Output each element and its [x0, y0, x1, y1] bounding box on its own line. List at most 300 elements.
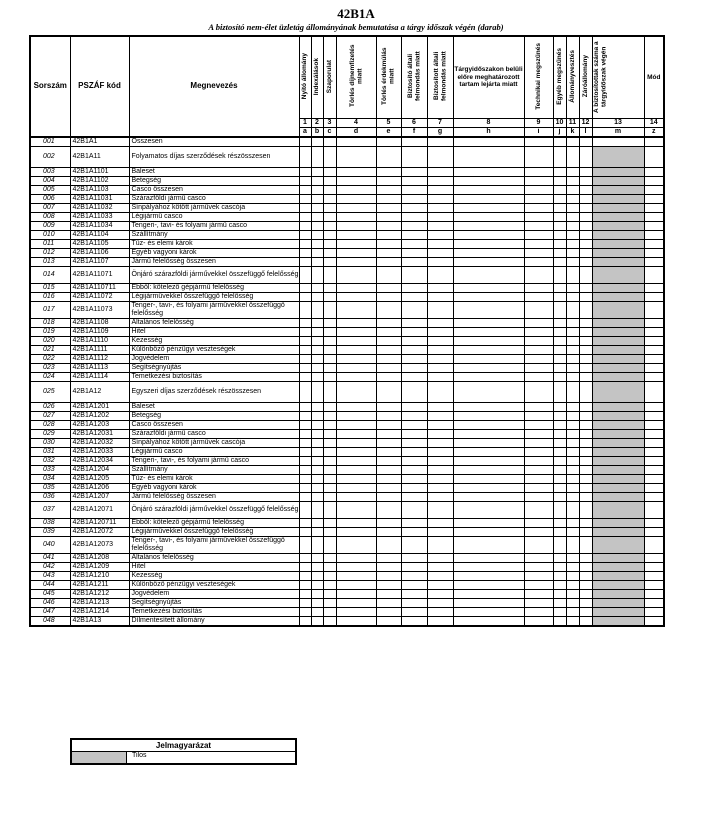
data-cell — [336, 146, 376, 167]
data-cell — [323, 580, 336, 589]
data-cell — [311, 465, 323, 474]
data-cell — [644, 194, 664, 203]
row-kod: 42B1A11073 — [70, 301, 129, 318]
data-cell — [401, 146, 427, 167]
data-cell — [453, 212, 524, 221]
table-row — [30, 429, 664, 438]
data-cell — [644, 318, 664, 327]
data-cell — [336, 580, 376, 589]
table-row — [30, 212, 664, 221]
data-cell — [644, 167, 664, 176]
row-megnevezes: Egyszeri díjas szerződések részösszesen — [129, 381, 299, 402]
row-megnevezes: Betegség — [129, 176, 299, 185]
row-megnevezes: Jármű felelősség összesen — [129, 257, 299, 266]
data-cell — [579, 146, 592, 167]
data-cell — [644, 447, 664, 456]
data-cell — [644, 527, 664, 536]
row-megnevezes: Temetkezési biztosítás — [129, 372, 299, 381]
data-cell — [566, 456, 579, 465]
header-col-label: A biztosítottak száma a tárgyidőszak végén — [592, 41, 607, 114]
header-col-number: 7 — [427, 118, 453, 127]
data-cell — [644, 239, 664, 248]
row-sorszam: 046 — [30, 598, 70, 607]
data-cell — [592, 438, 644, 447]
data-cell — [553, 292, 566, 301]
data-cell — [401, 420, 427, 429]
data-cell — [299, 137, 311, 147]
data-cell — [644, 230, 664, 239]
data-cell — [592, 137, 644, 147]
data-cell — [323, 176, 336, 185]
data-cell — [376, 327, 401, 336]
header-col-label: Egyéb megszűnés — [555, 47, 563, 105]
data-cell — [566, 283, 579, 292]
data-cell — [376, 562, 401, 571]
data-cell — [336, 283, 376, 292]
data-cell — [299, 553, 311, 562]
data-cell — [453, 292, 524, 301]
data-cell — [376, 257, 401, 266]
row-sorszam: 012 — [30, 248, 70, 257]
row-kod: 42B1A1213 — [70, 598, 129, 607]
data-cell — [453, 230, 524, 239]
table-row — [30, 465, 664, 474]
data-cell — [579, 580, 592, 589]
data-cell — [323, 553, 336, 562]
row-kod: 42B1A1211 — [70, 580, 129, 589]
table-row — [30, 221, 664, 230]
data-cell — [376, 212, 401, 221]
data-cell — [427, 137, 453, 147]
data-cell — [592, 571, 644, 580]
data-cell — [644, 438, 664, 447]
data-cell — [579, 137, 592, 147]
data-cell — [427, 248, 453, 257]
data-cell — [299, 146, 311, 167]
data-cell — [524, 363, 553, 372]
data-cell — [644, 562, 664, 571]
data-cell — [427, 212, 453, 221]
header-col-number: 12 — [579, 118, 592, 127]
header-col-3 — [323, 36, 336, 118]
data-cell — [323, 562, 336, 571]
data-cell — [299, 501, 311, 518]
row-sorszam: 025 — [30, 381, 70, 402]
data-cell — [427, 536, 453, 553]
data-cell — [336, 212, 376, 221]
row-sorszam: 040 — [30, 536, 70, 553]
data-cell — [336, 301, 376, 318]
data-cell — [524, 203, 553, 212]
table-row — [30, 616, 664, 626]
data-cell — [376, 492, 401, 501]
data-cell — [323, 327, 336, 336]
data-cell — [311, 363, 323, 372]
data-cell — [311, 580, 323, 589]
data-cell — [453, 137, 524, 147]
row-sorszam: 014 — [30, 266, 70, 283]
data-cell — [566, 363, 579, 372]
data-cell — [566, 230, 579, 239]
data-cell — [592, 239, 644, 248]
data-cell — [401, 616, 427, 626]
row-sorszam: 018 — [30, 318, 70, 327]
row-kod: 42B1A12 — [70, 381, 129, 402]
row-sorszam: 011 — [30, 239, 70, 248]
data-cell — [644, 456, 664, 465]
data-cell — [553, 283, 566, 292]
header-col-number: 10 — [553, 118, 566, 127]
data-cell — [427, 283, 453, 292]
data-cell — [323, 447, 336, 456]
data-cell — [401, 248, 427, 257]
data-cell — [299, 483, 311, 492]
data-cell — [299, 562, 311, 571]
row-megnevezes: Jármű felelősség összesen — [129, 492, 299, 501]
data-cell — [336, 571, 376, 580]
row-megnevezes: Sínpályához kötött járművek cascója — [129, 203, 299, 212]
data-cell — [553, 363, 566, 372]
data-cell — [427, 607, 453, 616]
data-cell — [524, 318, 553, 327]
data-cell — [311, 438, 323, 447]
row-megnevezes: Egyéb vagyoni károk — [129, 248, 299, 257]
data-cell — [311, 257, 323, 266]
data-cell — [592, 292, 644, 301]
data-cell — [579, 598, 592, 607]
row-megnevezes: Kezesség — [129, 336, 299, 345]
row-megnevezes: Önjáró szárazföldi járművekkel összefüggő felelősség — [129, 501, 299, 518]
data-cell — [592, 336, 644, 345]
row-kod: 42B1A1114 — [70, 372, 129, 381]
data-cell — [579, 185, 592, 194]
header-col-letter: l — [579, 127, 592, 137]
data-cell — [323, 536, 336, 553]
row-sorszam: 005 — [30, 185, 70, 194]
data-cell — [524, 301, 553, 318]
row-sorszam: 004 — [30, 176, 70, 185]
data-cell — [299, 492, 311, 501]
data-cell — [336, 456, 376, 465]
row-megnevezes: Tengeri-, tavi-, és folyami jármű casco — [129, 456, 299, 465]
data-cell — [553, 607, 566, 616]
data-cell — [323, 212, 336, 221]
data-cell — [524, 372, 553, 381]
data-cell — [579, 616, 592, 626]
data-cell — [579, 518, 592, 527]
data-cell — [427, 381, 453, 402]
table-row — [30, 137, 664, 147]
row-kod: 42B1A12071 — [70, 501, 129, 518]
data-cell — [644, 363, 664, 372]
data-cell — [553, 580, 566, 589]
data-cell — [553, 420, 566, 429]
row-sorszam: 045 — [30, 589, 70, 598]
data-cell — [524, 146, 553, 167]
data-cell — [323, 345, 336, 354]
data-cell — [311, 354, 323, 363]
data-cell — [376, 194, 401, 203]
data-cell — [592, 266, 644, 283]
data-cell — [299, 176, 311, 185]
data-cell — [644, 301, 664, 318]
data-cell — [453, 429, 524, 438]
data-cell — [376, 536, 401, 553]
data-cell — [553, 185, 566, 194]
data-table — [29, 35, 665, 627]
data-cell — [376, 345, 401, 354]
data-cell — [376, 137, 401, 147]
header-col-number: 5 — [376, 118, 401, 127]
header-col-2 — [311, 36, 323, 118]
data-cell — [453, 372, 524, 381]
data-cell — [299, 438, 311, 447]
data-cell — [453, 185, 524, 194]
row-sorszam: 026 — [30, 402, 70, 411]
data-cell — [553, 248, 566, 257]
data-cell — [311, 176, 323, 185]
data-cell — [524, 185, 553, 194]
data-cell — [579, 402, 592, 411]
data-cell — [566, 372, 579, 381]
table-row — [30, 230, 664, 239]
data-cell — [524, 616, 553, 626]
data-cell — [453, 203, 524, 212]
data-cell — [401, 345, 427, 354]
row-sorszam: 001 — [30, 137, 70, 147]
data-cell — [566, 420, 579, 429]
data-cell — [299, 248, 311, 257]
data-cell — [592, 527, 644, 536]
data-cell — [311, 456, 323, 465]
row-kod: 42B1A1202 — [70, 411, 129, 420]
data-cell — [579, 571, 592, 580]
data-cell — [566, 212, 579, 221]
table-row — [30, 327, 664, 336]
row-kod: 42B1A1108 — [70, 318, 129, 327]
data-cell — [311, 492, 323, 501]
row-sorszam: 035 — [30, 483, 70, 492]
header-col-letter: m — [592, 127, 644, 137]
data-cell — [401, 363, 427, 372]
data-cell — [553, 354, 566, 363]
data-cell — [311, 248, 323, 257]
row-megnevezes: Segítségnyújtás — [129, 363, 299, 372]
row-sorszam: 036 — [30, 492, 70, 501]
data-cell — [311, 336, 323, 345]
header-col-number: 13 — [592, 118, 644, 127]
data-cell — [553, 492, 566, 501]
table-row — [30, 571, 664, 580]
data-cell — [323, 571, 336, 580]
data-cell — [579, 194, 592, 203]
row-kod: 42B1A11034 — [70, 221, 129, 230]
data-cell — [376, 447, 401, 456]
data-cell — [401, 411, 427, 420]
data-cell — [299, 203, 311, 212]
data-cell — [323, 501, 336, 518]
data-cell — [299, 301, 311, 318]
data-cell — [453, 257, 524, 266]
data-cell — [579, 230, 592, 239]
row-sorszam: 006 — [30, 194, 70, 203]
data-cell — [427, 402, 453, 411]
data-cell — [336, 336, 376, 345]
data-cell — [401, 301, 427, 318]
table-row — [30, 420, 664, 429]
data-cell — [453, 447, 524, 456]
row-megnevezes: Szállítmány — [129, 465, 299, 474]
data-cell — [592, 536, 644, 553]
data-cell — [524, 456, 553, 465]
data-cell — [524, 492, 553, 501]
data-cell — [524, 292, 553, 301]
row-megnevezes: Tenger-, tavi-, és folyami járművekkel összefüggő felelősség — [129, 301, 299, 318]
data-cell — [427, 292, 453, 301]
row-kod: 42B1A1201 — [70, 402, 129, 411]
data-cell — [579, 221, 592, 230]
data-cell — [579, 239, 592, 248]
table-row — [30, 447, 664, 456]
data-cell — [553, 194, 566, 203]
data-cell — [323, 527, 336, 536]
data-cell — [376, 474, 401, 483]
data-cell — [579, 336, 592, 345]
row-sorszam: 024 — [30, 372, 70, 381]
table-row — [30, 292, 664, 301]
data-cell — [592, 562, 644, 571]
data-cell — [644, 203, 664, 212]
data-cell — [336, 381, 376, 402]
data-cell — [524, 420, 553, 429]
data-cell — [553, 221, 566, 230]
data-cell — [592, 363, 644, 372]
data-cell — [336, 402, 376, 411]
data-cell — [401, 536, 427, 553]
data-cell — [311, 345, 323, 354]
data-cell — [644, 518, 664, 527]
data-cell — [401, 221, 427, 230]
data-cell — [453, 283, 524, 292]
data-cell — [376, 402, 401, 411]
data-cell — [323, 248, 336, 257]
header-col-label: Záróállomány — [581, 55, 589, 98]
header-col-number: 6 — [401, 118, 427, 127]
row-sorszam: 023 — [30, 363, 70, 372]
data-cell — [427, 230, 453, 239]
data-cell — [579, 292, 592, 301]
row-sorszam: 027 — [30, 411, 70, 420]
data-cell — [299, 221, 311, 230]
row-kod: 42B1A1110 — [70, 336, 129, 345]
header-sorszam: Sorszám — [30, 36, 70, 137]
row-kod: 42B1A12032 — [70, 438, 129, 447]
data-cell — [592, 616, 644, 626]
data-cell — [299, 230, 311, 239]
data-cell — [579, 438, 592, 447]
row-kod: 42B1A1209 — [70, 562, 129, 571]
data-cell — [336, 518, 376, 527]
data-cell — [566, 318, 579, 327]
data-cell — [524, 221, 553, 230]
data-cell — [579, 492, 592, 501]
data-cell — [311, 474, 323, 483]
data-cell — [553, 553, 566, 562]
header-col-number: 14 — [644, 118, 664, 127]
data-cell — [299, 327, 311, 336]
row-megnevezes: Összesen — [129, 137, 299, 147]
data-cell — [644, 146, 664, 167]
row-sorszam: 041 — [30, 553, 70, 562]
table-row — [30, 527, 664, 536]
data-cell — [553, 483, 566, 492]
data-cell — [427, 420, 453, 429]
data-cell — [566, 571, 579, 580]
table-row — [30, 318, 664, 327]
data-cell — [311, 598, 323, 607]
data-cell — [427, 336, 453, 345]
legend-item — [71, 752, 296, 765]
table-row — [30, 239, 664, 248]
data-cell — [376, 146, 401, 167]
data-cell — [579, 257, 592, 266]
data-cell — [579, 456, 592, 465]
data-cell — [644, 501, 664, 518]
data-cell — [299, 589, 311, 598]
row-kod: 42B1A13 — [70, 616, 129, 626]
data-cell — [323, 616, 336, 626]
data-cell — [427, 372, 453, 381]
row-kod: 42B1A11 — [70, 146, 129, 167]
data-cell — [401, 336, 427, 345]
data-cell — [376, 167, 401, 176]
row-kod: 42B1A1113 — [70, 363, 129, 372]
data-cell — [427, 301, 453, 318]
data-cell — [311, 203, 323, 212]
data-cell — [401, 527, 427, 536]
header-col-letter: z — [644, 127, 664, 137]
header-col-label: Biztosított általi felmondás miatt — [432, 51, 447, 102]
row-kod: 42B1A12034 — [70, 456, 129, 465]
data-cell — [311, 137, 323, 147]
data-cell — [376, 589, 401, 598]
data-cell — [592, 318, 644, 327]
data-cell — [401, 501, 427, 518]
data-cell — [427, 527, 453, 536]
data-cell — [336, 501, 376, 518]
table-row — [30, 483, 664, 492]
data-cell — [579, 607, 592, 616]
table-row — [30, 553, 664, 562]
data-cell — [336, 372, 376, 381]
data-cell — [579, 527, 592, 536]
row-megnevezes: Légijárművekkel összefüggő felelősség — [129, 527, 299, 536]
data-cell — [524, 562, 553, 571]
data-cell — [376, 607, 401, 616]
table-row — [30, 536, 664, 553]
table-row — [30, 363, 664, 372]
data-cell — [323, 372, 336, 381]
data-cell — [401, 571, 427, 580]
row-megnevezes: Casco összesen — [129, 420, 299, 429]
data-cell — [453, 589, 524, 598]
data-cell — [644, 553, 664, 562]
data-cell — [566, 518, 579, 527]
header-col-9 — [524, 36, 553, 118]
data-cell — [592, 501, 644, 518]
data-cell — [579, 176, 592, 185]
data-cell — [524, 429, 553, 438]
